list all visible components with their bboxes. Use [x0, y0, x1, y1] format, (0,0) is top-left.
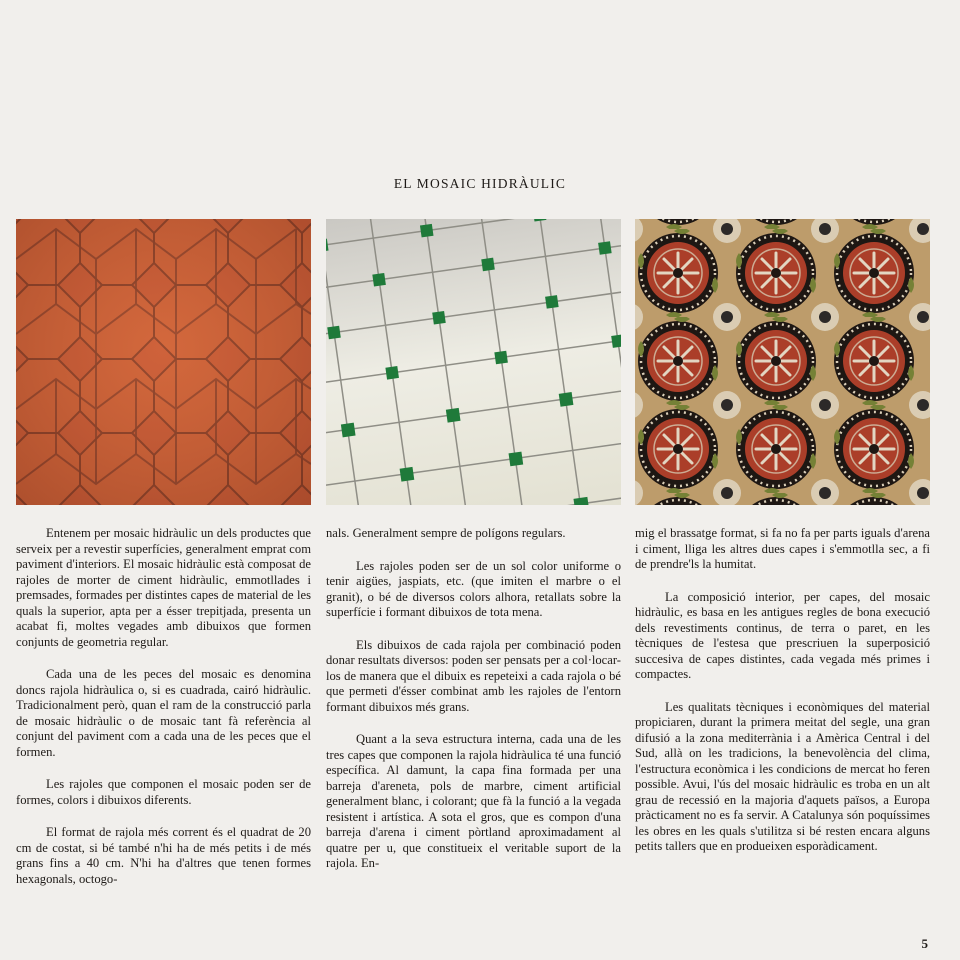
terracotta-tiles-image	[16, 219, 311, 505]
page-title: EL MOSAIC HIDRÀULIC	[393, 176, 567, 191]
white-green-tiles-image	[326, 219, 621, 505]
paragraph: Quant a la seva estructura interna, cada una de les tres capes que componen la rajola hidràulica té una funció específica. Al damunt, la capa fina formada per una barreja d'areneta, pols de marbre, ciment artificial generalment blanc, i colorant; que fà la funció a la vegada resistent i artística. A sota el gros, que es compon d'una barreja d'arena i ciment pòrtland aproximadament al quatre per u, que constitueix el veritable suport de la rajola. En-	[326, 732, 621, 870]
paragraph: La composició interior, per capes, del mosaic hidràulic, es basa en les antigues regles de bona execució dels revestiments continus, de terra o paret, en les tècniques de l'estesa que prescriuen la superposició succesiva de capes distintes, cada vegada més primes i compactes.	[635, 589, 930, 681]
paragraph: El format de rajola més corrent és el quadrat de 20 cm de costat, si bé també n'hi ha de més petits i de més grans fins a 40 cm. N'hi ha d'altres que tenen formes hexagonals, octogo-	[16, 825, 311, 886]
paragraph: Les rajoles poden ser de un sol color uniforme o tenir aigües, jaspiats, etc. (que imiten el marbre o el granit), o bé de diversos colors alhora, retallats sobre la superfície i formant dibuixos de tota mena.	[326, 558, 621, 619]
text-column-1	[16, 526, 311, 904]
paragraph: Cada una de les peces del mosaic es denomina doncs rajola hidràulica o, si es cuadrada, cairó hidràulic. Tradicionalment però, quan el ram de la construcció parla de mosaic hidràulic o de mosaic tant fà referència al conjunt del paviment com a cada una de les peces que el formen.	[16, 667, 311, 759]
paragraph: Les rajoles que componen el mosaic poden ser de formes, colors i dibuixos diferents.	[16, 777, 311, 807]
text-column-2	[326, 526, 621, 889]
mosaic-rosette-tiles-image	[635, 219, 930, 505]
text-column-3	[635, 526, 930, 872]
paragraph: nals. Generalment sempre de polígons regulars.	[326, 526, 566, 540]
paragraph: Les qualitats tècniques i econòmiques del material propiciaren, durant la primera meitat del segle, una gran difusió a la zona mediterrània i a Amèrica Central i del Sud, allà on les tradicions, la benevolència del clima, l'estructura econòmica i les condicions de mercat ho feren possible. Avui, l'ús del mosaic hidràulic es troba en un alt grau de recessió en la majoria d'aquets països, a Europa pràcticament no es fa servir. A Catalunya són poquíssimes les obres en les quals s'utilitza si bé resten encara alguns petits tallers que en produeixen esporàdicament.	[635, 699, 930, 853]
paragraph: Entenem per mosaic hidràulic un dels productes que serveix per a revestir superfícies, generalment emprat com paviment d'interiors. El mosaic hidràulic està composat de rajoles de morter de ciment hidràulic, emmotllades i premsades, formades per distintes capes de material de les quals la superior, apta per a ésser trepitjada, presenta un acabat fi, moltes vegades amb dibuixos que formen conjunts de geometria regular.	[16, 526, 311, 649]
paragraph: Els dibuixos de cada rajola per combinació poden donar resultats diversos: poden ser pensats per a col·locar-los de manera que el dibuix es repeteixi a cada rajola o bé que permeti d'ésser combinat amb les rajoles de l'entorn formant dibuixos més grans.	[326, 637, 621, 714]
paragraph: mig el brassatge format, si fa no fa per parts iguals d'arena i ciment, lliga les altres dues capes i s'emmotlla sec, a fi de prendre'ls la humitat.	[635, 526, 930, 571]
page-number: 5	[921, 936, 928, 951]
